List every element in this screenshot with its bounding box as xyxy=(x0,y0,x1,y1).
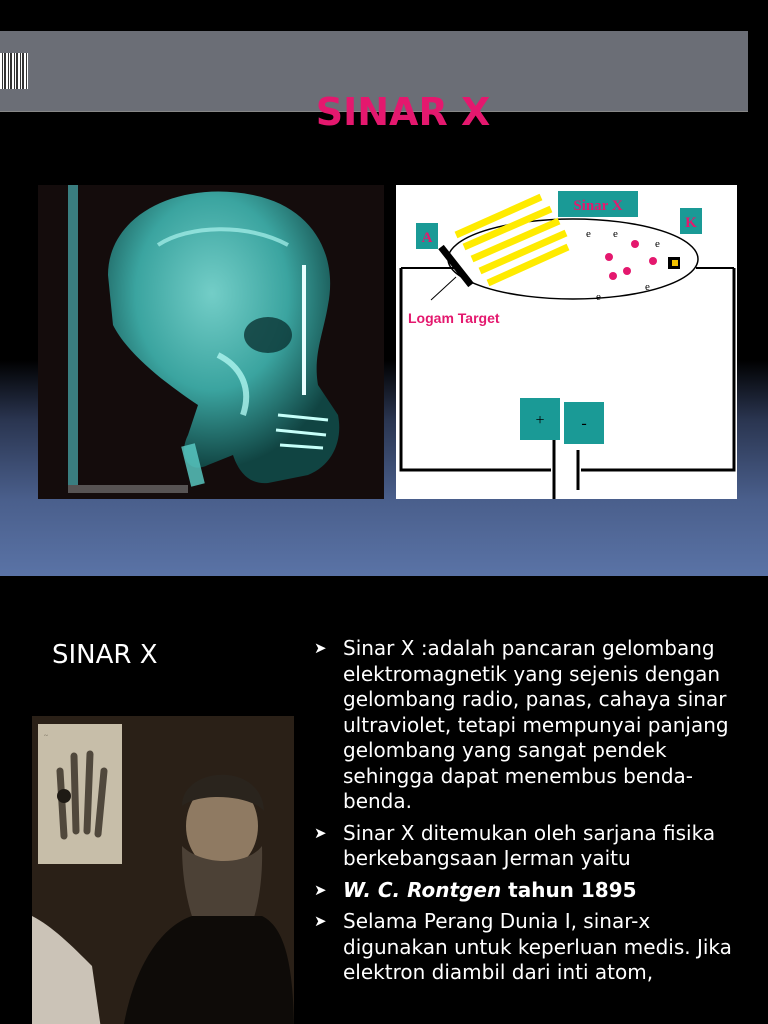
bullet-text: Selama Perang Dunia I, sinar-x digunakan untuk keperluan medis. Jika elektron diambil dari inti atom, xyxy=(343,909,732,984)
discovery-year: tahun 1895 xyxy=(501,877,637,902)
xray-skull-image xyxy=(38,185,384,499)
electron-dots xyxy=(605,240,657,280)
bullet-list xyxy=(314,636,754,992)
hand-xray-print xyxy=(38,724,122,864)
xray-tube-svg xyxy=(396,185,737,499)
cathode-filament xyxy=(672,260,678,266)
rontgen-portrait-image xyxy=(32,716,294,1024)
svg-text:~: ~ xyxy=(44,732,48,740)
label-target: Logam Target xyxy=(408,310,500,326)
electron-label: e xyxy=(596,291,601,303)
metal-target xyxy=(441,247,471,285)
label-a: A xyxy=(421,230,433,246)
arrow-bullet-icon: ➤ xyxy=(314,823,327,842)
discoverer-name: W. C. Rontgen xyxy=(343,877,502,902)
arrow-bullet-icon: ➤ xyxy=(314,912,327,930)
electron-label: e xyxy=(586,228,591,240)
skull-xray-illustration xyxy=(38,185,384,499)
slide-2 xyxy=(0,576,768,1024)
bullet-text: Sinar X :adalah pancaran gelombang elektromagnetik yang sejenis dengan gelombang radio, panas, cahaya sinar ultraviolet, tetapi mempunyai panjang gelombang yang sangat pendek sehingga dapat menembus benda-benda. xyxy=(343,636,729,813)
bullet-item xyxy=(314,878,754,904)
vacuum-tube xyxy=(448,219,698,299)
barcode-icon xyxy=(0,53,28,89)
portrait-illustration xyxy=(32,716,294,1024)
label-sinar: Sinar X xyxy=(573,198,623,214)
label-k: K xyxy=(685,215,697,231)
target-pointer xyxy=(431,277,456,300)
battery-plus: + xyxy=(535,412,545,429)
bullet-item xyxy=(314,636,754,815)
bullet-item xyxy=(314,821,754,872)
electron-label: e xyxy=(613,228,618,240)
arrow-bullet-icon: ➤ xyxy=(314,639,327,657)
arrow-bullet-icon: ➤ xyxy=(314,880,327,899)
battery-minus: - xyxy=(581,415,587,432)
electron-label: e xyxy=(655,238,660,250)
slide-1-title: SINAR X xyxy=(315,90,491,134)
slide-2-title: SINAR X xyxy=(52,640,158,670)
bullet-item xyxy=(314,909,754,986)
bullet-text: Sinar X ditemukan oleh sarjana fisika berkebangsaan Jerman yaitu xyxy=(343,820,716,870)
electron-label: e xyxy=(645,281,650,293)
xray-beams xyxy=(456,197,568,283)
xray-tube-diagram xyxy=(396,185,737,499)
